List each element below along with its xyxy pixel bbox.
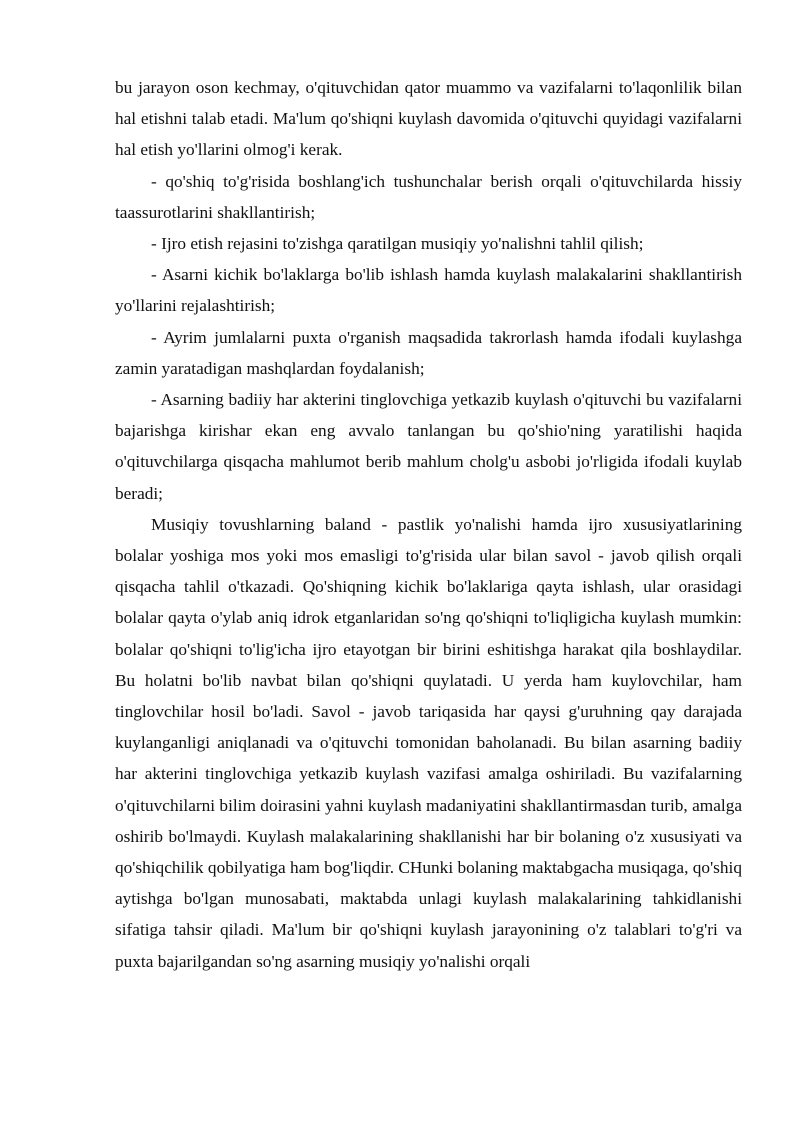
paragraph-intro: bu jarayon oson kechmay, o'qituvchidan qator muammo va vazifalarni to'laqonlilik bilan hal etishni talab etadi. Ma'lum qo'shiqni kuylash davomida o'qituvchi quyidagi vazifalarni hal etish yo'llarini olmog'i kerak. bbox=[115, 78, 742, 160]
list-item-task-4: - Ayrim jumlalarni puxta o'rganish maqsadida takrorlash hamda ifodali kuylashga zamin yaratadigan mashqlardan foydalanish; bbox=[115, 327, 742, 378]
list-item-task-1: - qo'shiq to'g'risida boshlang'ich tushunchalar berish orqali o'qituvchilarda hissiy taassurotlarini shakllantirish; bbox=[115, 171, 742, 222]
list-item-task-5: - Asarning badiiy har akterini tinglovchiga yetkazib kuylash o'qituvchi bu vazifalarni bajarishga kirishar ekan eng avvalo tanlangan bu qo'shio'ning yaratilishi haqida o'qituvchilarga qisqacha mahlumot berib mahlum cholg'u asbobi jo'rligida ifodali kuylab beradi; bbox=[115, 390, 742, 503]
list-item-task-3: - Asarni kichik bo'laklarga bo'lib ishlash hamda kuylash malakalarini shakllantirish yo'llarini rejalashtirish; bbox=[115, 265, 742, 316]
paragraph-main: Musiqiy tovushlarning baland - pastlik yo'nalishi hamda ijro xususiyatlarining bolalar yoshiga mos yoki mos emasligi to'g'risida ular bilan savol - javob qilish orqali qisqacha tahlil o'tkazadi. Qo'shiqning kichik bo'laklariga qayta ishlash, ular orasidagi bolalar qayta o'ylab aniq idrok etganlaridan so'ng qo'shiqni to'liqligicha kuylash mumkin: bolalar qo'shiqni to'lig'icha ijro etayotgan bir birini eshitishga harakat qila boshlaydilar. Bu holatni bo'lib navbat bilan qo'shiqni quylatadi. U yerda ham kuylovchilar, ham tinglovchilar hosil bo'ladi. Savol - javob tariqasida har qaysi g'uruhning qay darajada kuylanganligi aniqlanadi va o'qituvchi tomonidan baholanadi. Bu bilan asarning badiiy har akterini tinglovchiga yetkazib kuylash vazifasi amalga oshiriladi. Bu vazifalarning o'qituvchilarni bilim doirasini yahni kuylash madaniyatini shakllantirmasdan turib, amalga oshirib bo'lmaydi. Kuylash malakalarining shakllanishi har bir bolaning o'z xususiyati va qo'shiqchilik qobilyatiga ham bog'liqdir. CHunki bolaning maktabgacha musiqaga, qo'shiq aytishga bo'lgan munosabati, maktabda unlagi kuylash malakalarining tahkidlanishi sifatiga tahsir qiladi. Ma'lum bir qo'shiqni kuylash jarayonining o'z talablari to'g'ri va puxta bajarilgandan so'ng asarning musiqiy yo'nalishi orqali bbox=[115, 514, 742, 971]
body-text bbox=[115, 72, 742, 977]
list-item-task-2: - Ijro etish rejasini to'zishga qaratilgan musiqiy yo'nalishni tahlil qilish; bbox=[151, 234, 644, 254]
